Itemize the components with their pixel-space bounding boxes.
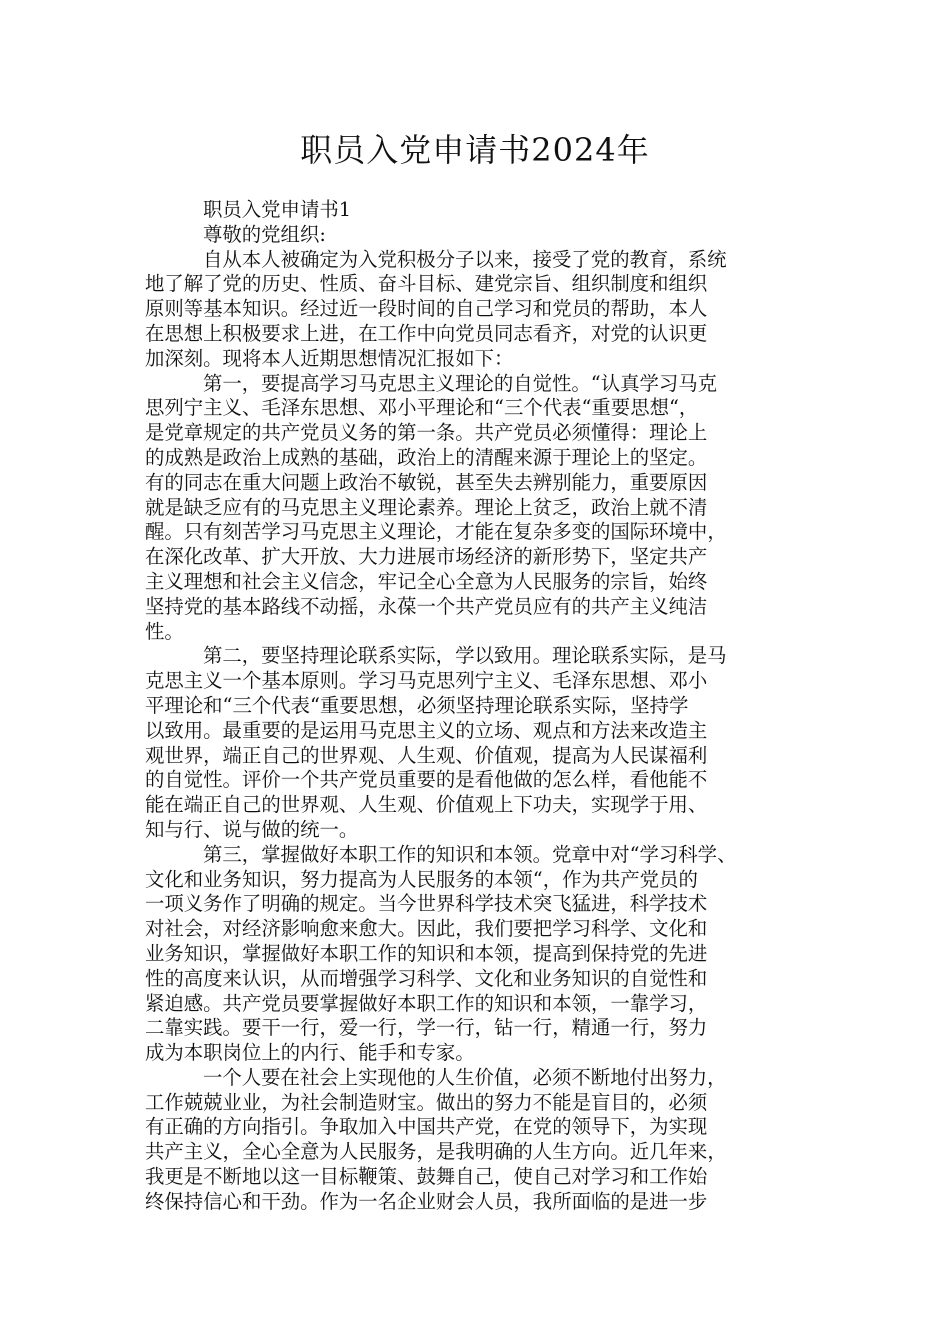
text-line: 的自觉性。评价一个共产党员重要的是看他做的怎么样，看他能不 <box>145 768 708 792</box>
text-line: 第二，要坚持理论联系实际，学以致用。理论联系实际，是马 <box>203 644 727 668</box>
text-line: 有的同志在重大问题上政治不敏锐，甚至失去辨别能力，重要原因 <box>145 470 708 494</box>
text-line: 第一，要提高学习马克思主义理论的自觉性。“认真学习马克 <box>203 371 718 395</box>
text-line: 平理论和“三个代表“重要思想，必须坚持理论联系实际，坚持学 <box>145 693 689 717</box>
text-line: 思列宁主义、毛泽东思想、邓小平理论和“三个代表“重要思想“， <box>145 396 699 420</box>
text-line: 第三，掌握做好本职工作的知识和本领。党章中对“学习科学、 <box>203 842 737 866</box>
text-line: 一项义务作了明确的规定。当今世界科学技术突飞猛进，科学技术 <box>145 892 708 916</box>
text-line: 紧迫感。共产党员要掌握做好本职工作的知识和本领，一靠学习， <box>145 991 708 1015</box>
text-line: 对社会，对经济影响愈来愈大。因此，我们要把学习科学、文化和 <box>145 917 708 941</box>
text-line: 观世界，端正自己的世界观、人生观、价值观，提高为人民谋福利 <box>145 743 708 767</box>
text-line: 有正确的方向指引。争取加入中国共产党，在党的领导下，为实现 <box>145 1115 708 1139</box>
text-line: 加深刻。现将本人近期思想情况汇报如下： <box>145 346 514 370</box>
text-line: 尊敬的党组织: <box>203 222 326 246</box>
text-line: 自从本人被确定为入党积极分子以来，接受了党的教育，系统 <box>203 247 727 271</box>
text-line: 共产主义，全心全意为人民服务，是我明确的人生方向。近几年来， <box>145 1140 727 1164</box>
text-line: 坚持党的基本路线不动摇，永葆一个共产党员应有的共产主义纯洁 <box>145 594 708 618</box>
text-line: 业务知识，掌握做好本职工作的知识和本领，提高到保持党的先进 <box>145 941 708 965</box>
text-line: 的成熟是政治上成熟的基础，政治上的清醒来源于理论上的坚定。 <box>145 445 708 469</box>
text-line: 在深化改革、扩大开放、大力进展市场经济的新形势下，坚定共产 <box>145 545 708 569</box>
document-title: 职员入党申请书2024年 <box>300 131 650 169</box>
text-line: 文化和业务知识，努力提高为人民服务的本领“，作为共产党员的 <box>145 867 698 891</box>
text-line: 地了解了党的历史、性质、奋斗目标、建党宗旨、组织制度和组织 <box>145 272 708 296</box>
text-line: 是党章规定的共产党员义务的第一条。共产党员必须懂得：理论上 <box>145 421 708 445</box>
text-line: 以致用。最重要的是运用马克思主义的立场、观点和方法来改造主 <box>145 718 708 742</box>
document-body <box>145 198 805 1215</box>
text-line: 性。 <box>145 619 184 643</box>
text-line: 醒。只有刻苦学习马克思主义理论，才能在复杂多变的国际环境中， <box>145 520 727 544</box>
text-line: 成为本职岗位上的内行、能手和专家。 <box>145 1041 475 1065</box>
text-line: 主义理想和社会主义信念，牢记全心全意为人民服务的宗旨，始终 <box>145 569 708 593</box>
text-line: 就是缺乏应有的马克思主义理论素养。理论上贫乏，政治上就不清 <box>145 495 708 519</box>
text-line: 克思主义一个基本原则。学习马克思列宁主义、毛泽东思想、邓小 <box>145 669 708 693</box>
text-line: 在思想上积极要求上进，在工作中向党员同志看齐，对党的认识更 <box>145 321 708 345</box>
text-line: 终保持信心和干劲。作为一名企业财会人员，我所面临的是进一步 <box>145 1189 708 1213</box>
text-line: 一个人要在社会上实现他的人生价值，必须不断地付出努力， <box>203 1065 727 1089</box>
text-line: 知与行、说与做的统一。 <box>145 817 359 841</box>
text-line: 性的高度来认识，从而增强学习科学、文化和业务知识的自觉性和 <box>145 966 708 990</box>
text-line: 二靠实践。要干一行，爱一行，学一行，钻一行，精通一行，努力 <box>145 1016 708 1040</box>
text-line: 职员入党申请书1 <box>203 198 352 221</box>
text-line: 工作兢兢业业，为社会制造财宝。做出的努力不能是盲目的，必须 <box>145 1090 708 1114</box>
text-line: 我更是不断地以这一目标鞭策、鼓舞自己，使自己对学习和工作始 <box>145 1165 708 1189</box>
text-line: 能在端正自己的世界观、人生观、价值观上下功夫，实现学于用、 <box>145 793 708 817</box>
text-line: 原则等基本知识。经过近一段时间的自己学习和党员的帮助，本人 <box>145 297 708 321</box>
